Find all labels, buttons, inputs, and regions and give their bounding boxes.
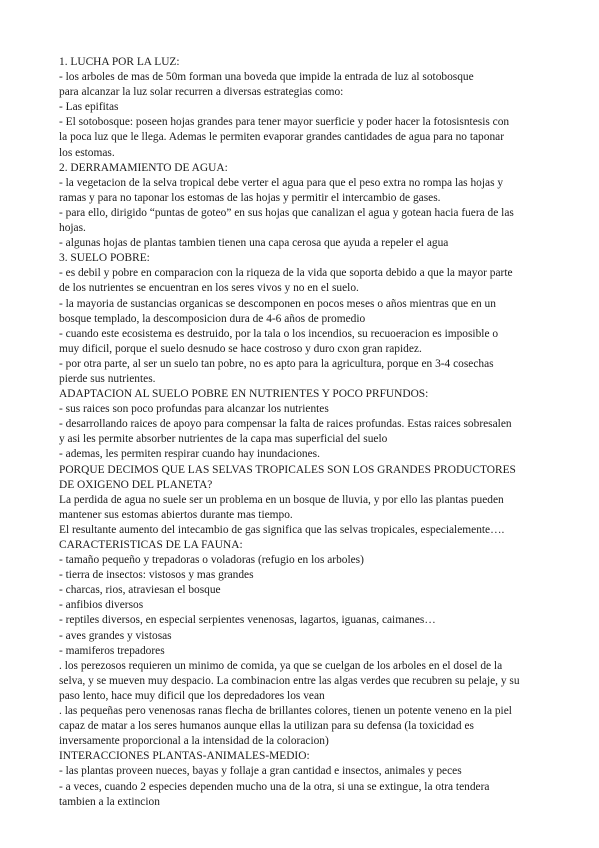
text-line: - a veces, cuando 2 especies dependen mucho una de la otra, si una se extingue, la otra tendera xyxy=(59,780,490,793)
text-line: El resultante aumento del intecambio de gas significa que las selvas tropicales, especialemente…. xyxy=(59,523,505,536)
text-line: - tierra de insectos: vistosos y mas grandes xyxy=(59,569,254,582)
text-line: - mamiferos trepadores xyxy=(59,644,165,657)
text-line: - es debil y pobre en comparacion con la riqueza de la vida que soporta debido a que la mayor parte xyxy=(59,267,513,280)
text-line: muy dificil, porque el suelo desnudo se hace costroso y duro cxon gran rapidez. xyxy=(59,342,422,355)
text-line: - las plantas proveen nueces, bayas y follaje a gran cantidad e insectos, animales y peces xyxy=(59,765,462,778)
text-line: hojas. xyxy=(59,222,86,235)
text-line: - Las epifitas xyxy=(59,101,119,114)
text-line: . las pequeñas pero venenosas ranas flecha de brillantes colores, tienen un potente veneno en la piel xyxy=(59,705,512,718)
text-line: ADAPTACION AL SUELO POBRE EN NUTRIENTES Y POCO PRFUNDOS: xyxy=(59,388,429,401)
text-line: y asi les permite absorber nutrientes de la capa mas superficial del suelo xyxy=(59,433,388,446)
text-line: - la vegetacion de la selva tropical debe verter el agua para que el peso extra no rompa las hojas y xyxy=(59,176,504,189)
text-line: 1. LUCHA POR LA LUZ: xyxy=(59,56,180,68)
text-line: - ademas, les permiten respirar cuando hay inundaciones. xyxy=(59,448,320,461)
text-line: - cuando este ecosistema es destruido, por la tala o los incendios, su recuoeracion es imposible o xyxy=(59,327,499,340)
text-line: - anfibios diversos xyxy=(59,599,144,612)
text-line: CARACTERISTICAS DE LA FAUNA: xyxy=(59,539,243,551)
text-line: - aves grandes y vistosas xyxy=(59,629,172,642)
text-line: - los arboles de mas de 50m forman una boveda que impide la entrada de luz al sotobosque xyxy=(59,71,474,84)
text-line: 3. SUELO POBRE: xyxy=(59,252,150,265)
text-line: capaz de matar a los seres humanos aunque ellas la utilizan para su defensa (la toxicidad es xyxy=(59,720,474,733)
text-line: La perdida de agua no suele ser un problema en un bosque de lluvia, y por ello las plantas pueden xyxy=(59,493,504,506)
text-line: - desarrollando raices de apoyo para compensar la falta de raices profundas. Estas raices sobresalen xyxy=(59,418,512,431)
text-line: pierde sus nutrientes. xyxy=(59,372,156,385)
text-line: tambien a la extincion xyxy=(59,795,160,808)
document-text xyxy=(59,55,543,810)
text-line: - por otra parte, al ser un suelo tan pobre, no es apto para la agricultura, porque en 3-4 cosechas xyxy=(59,357,494,370)
text-line: inversamente proporcional a la intensidad de la coloracion) xyxy=(59,735,329,748)
text-line: 2. DERRAMAMIENTO DE AGUA: xyxy=(59,161,228,174)
text-line: paso lento, hace muy dificil que los depredadores los vean xyxy=(59,689,325,702)
text-line: PORQUE DECIMOS QUE LAS SELVAS TROPICALES SON LOS GRANDES PRODUCTORES xyxy=(59,463,516,476)
text-line: - El sotobosque: poseen hojas grandes para tener mayor suerficie y poder hacer la fotosisntesis con xyxy=(59,116,510,129)
text-line: DE OXIGENO DEL PLANETA? xyxy=(59,478,213,491)
text-line: - sus raices son poco profundas para alcanzar los nutrientes xyxy=(59,403,329,416)
text-line: INTERACCIONES PLANTAS-ANIMALES-MEDIO: xyxy=(59,750,310,763)
text-line: - reptiles diversos, en especial serpientes venenosas, lagartos, iguanas, caimanes… xyxy=(59,614,436,627)
text-line: mantener sus estomas abiertos durante mas tiempo. xyxy=(59,508,293,521)
text-line: - tamaño pequeño y trepadoras o voladoras (refugio en los arboles) xyxy=(59,554,364,567)
text-line: los estomas. xyxy=(59,146,115,159)
text-line: de los nutrientes se encuentran en los seres vivos y no en el suelo. xyxy=(59,282,359,295)
text-line: - la mayoria de sustancias organicas se descomponen en pocos meses o años mientras que en un xyxy=(59,297,496,310)
text-line: selva, y se mueven muy despacio. La combinacion entre las algas verdes que recubren su pelaje, y su xyxy=(59,674,520,687)
text-line: la poca luz que le llega. Ademas le permiten evaporar grandes cantidades de agua para no taponar xyxy=(59,131,504,144)
text-line: - charcas, rios, atraviesan el bosque xyxy=(59,584,221,597)
text-line: para alcanzar la luz solar recurren a diversas estrategias como: xyxy=(59,86,344,99)
text-line: ramas y para no taponar los estomas de las hojas y permitir el intercambio de gases. xyxy=(59,191,441,204)
text-line: . los perezosos requieren un minimo de comida, ya que se cuelgan de los arboles en el dosel de la xyxy=(59,659,503,672)
text-line: - algunas hojas de plantas tambien tienen una capa cerosa que ayuda a repeler el agua xyxy=(59,237,449,250)
text-line: - para ello, dirigido “puntas de goteo” en sus hojas que canalizan el agua y gotean hacia fuera de las xyxy=(59,206,514,219)
text-line: bosque templado, la descomposicion dura de 4-6 años de promedio xyxy=(59,312,366,325)
